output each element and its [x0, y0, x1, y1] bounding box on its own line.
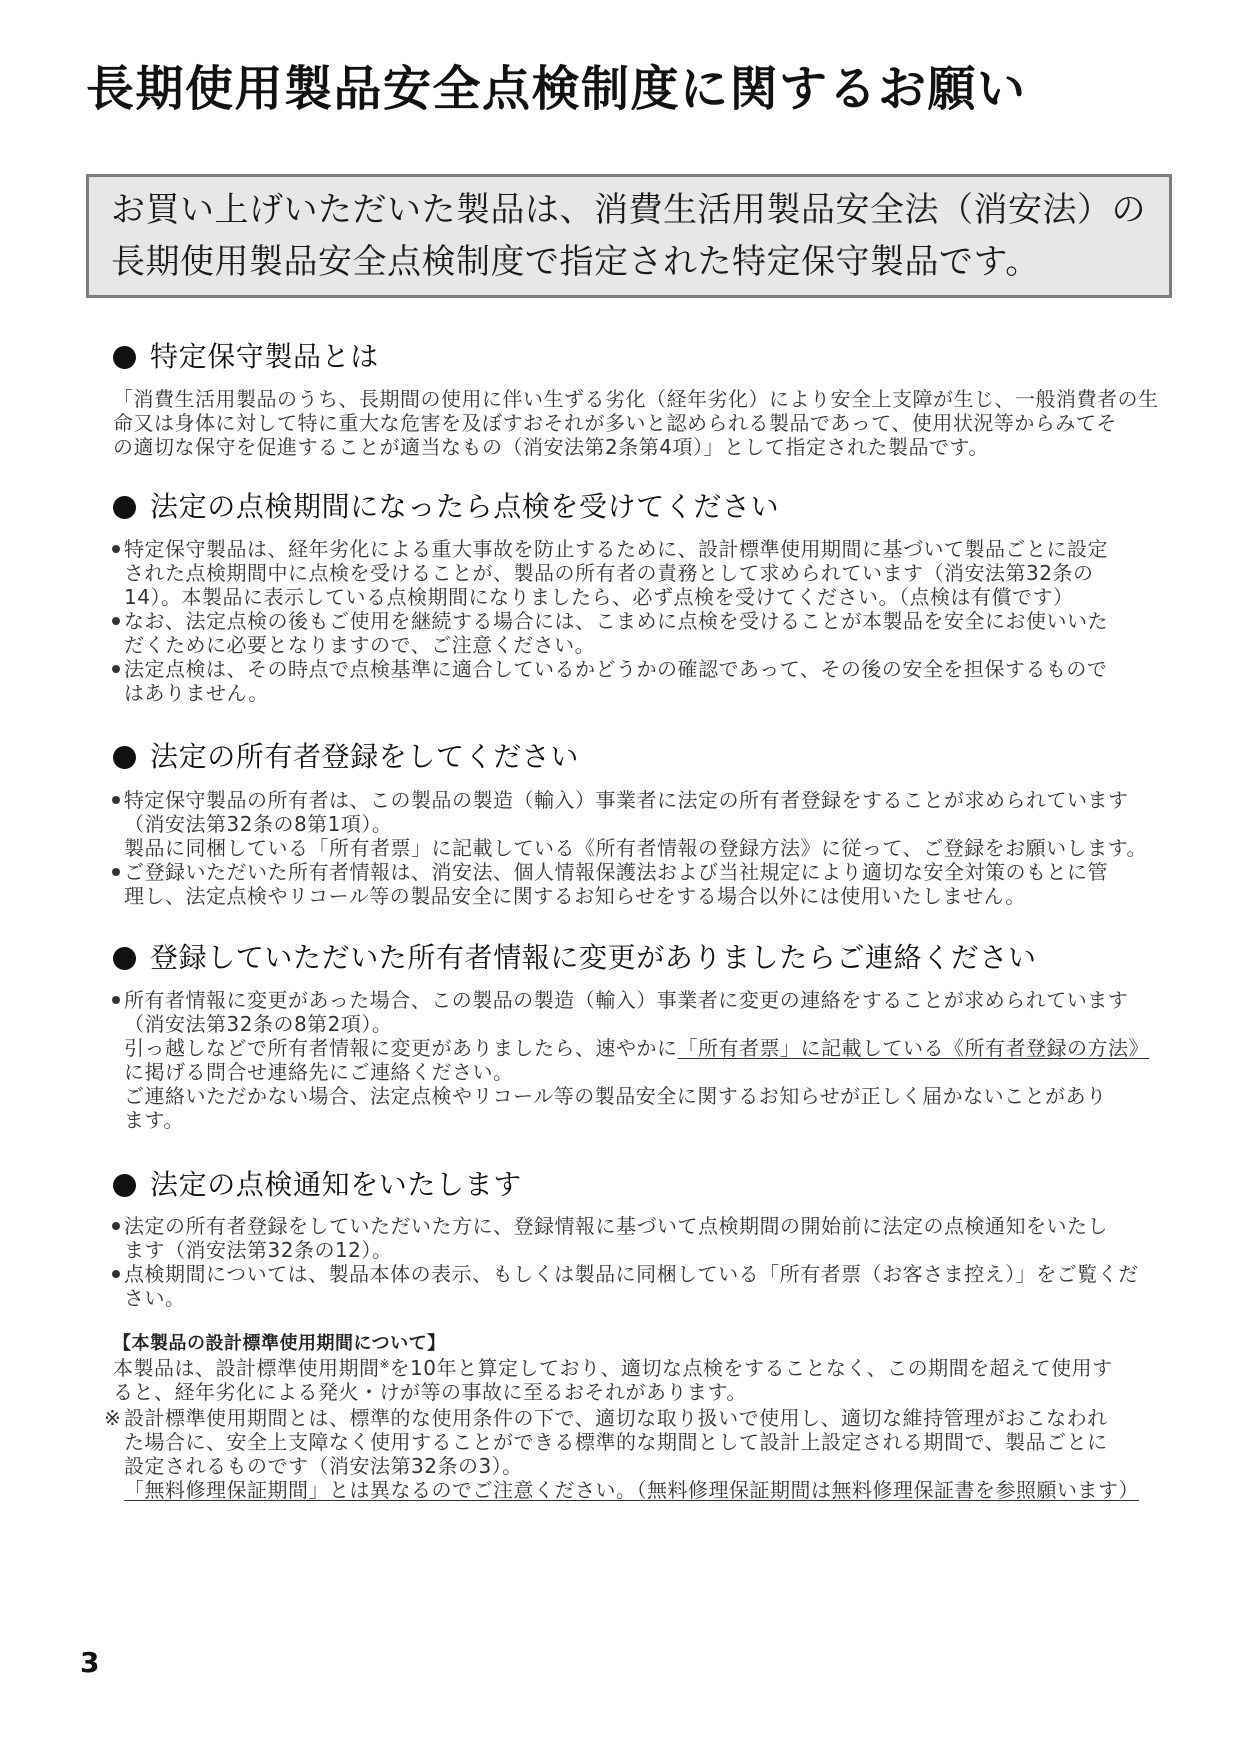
footnote-line	[124, 1478, 1204, 1502]
footnote-mark: ※	[104, 1406, 122, 1430]
body-line: さい。	[124, 1286, 186, 1310]
section-heading-text: 特定保守製品とは	[150, 340, 379, 373]
bullet-item	[113, 788, 1193, 860]
section-heading-text: 法定の所有者登録をしてください	[150, 740, 580, 773]
section-body-owner-registration	[113, 788, 1193, 908]
section-heading-inspection-period	[113, 489, 779, 525]
bullet-item	[113, 657, 1193, 705]
heading-bullet-icon	[113, 1174, 136, 1197]
body-line: ます（消安法第32条の12）。	[124, 1238, 393, 1262]
body-line: 点検期間については、製品本体の表示、もしくは製品に同梱している「所有者票（お客さま控え）」をご覧くだ	[124, 1262, 1139, 1286]
body-line: ます。	[124, 1108, 184, 1132]
warranty-caution-text: 「無料修理保証期間」とは異なるのでご注意ください。（無料修理保証期間は無料修理保証書を参照願います）	[124, 1478, 1139, 1502]
heading-bullet-icon	[113, 746, 136, 769]
notice-line: お買い上げいただいた製品は、消費生活用製品安全法（消安法）の	[111, 190, 1146, 230]
footnote-line: 設定されるものです（消安法第32条の3）。	[124, 1454, 523, 1478]
body-line: 特定保守製品の所有者は、この製品の製造（輸入）事業者に法定の所有者登録をすることが求められています	[124, 788, 1129, 812]
bullet-dot-icon	[112, 1222, 120, 1230]
page-title: 長期使用製品安全点検制度に関するお願い	[86, 61, 1027, 117]
notice-line: 長期使用製品安全点検制度で指定された特定保守製品です。	[111, 242, 1040, 282]
body-line: された点検期間中に点検を受けることが、製品の所有者の責務として求められています（消安法第32条の	[124, 561, 1094, 585]
body-line: 法定の所有者登録をしていただいた方に、登録情報に基づいて点検期間の開始前に法定の点検通知をいたし	[124, 1214, 1108, 1238]
bullet-item	[113, 860, 1193, 908]
body-line: ご登録いただいた所有者情報は、消安法、個人情報保護法および当社規定により適切な安全対策のもとに管	[124, 860, 1108, 884]
bullet-item	[113, 609, 1193, 657]
underlined-reference: 「所有者票」に記載している《所有者登録の方法》	[677, 1036, 1149, 1060]
design-life-heading: 【本製品の設計標準使用期間について】	[113, 1333, 446, 1354]
body-line: はありません。	[124, 681, 269, 705]
section-heading-text: 法定の点検期間になったら点検を受けてください	[150, 490, 780, 523]
bullet-item	[113, 988, 1193, 1132]
section-heading-owner-registration	[113, 739, 579, 775]
heading-bullet-icon	[113, 496, 136, 519]
footnote-line: た場合に、安全上支障なく使用することができる標準的な期間として設計上設定される期間で、製品ごとに	[124, 1430, 1108, 1454]
section-body-inspection-notice	[113, 1214, 1193, 1310]
page-number: 3	[80, 1646, 100, 1679]
design-life-body	[113, 1356, 1193, 1404]
bullet-dot-icon	[112, 996, 120, 1004]
body-text: 引っ越しなどで所有者情報に変更がありましたら、速やかに	[124, 1036, 678, 1060]
notice-box	[86, 174, 1172, 298]
section-body-specified-product	[113, 387, 1193, 459]
bullet-dot-icon	[112, 545, 120, 553]
bullet-dot-icon	[112, 868, 120, 876]
body-line: 14）。本製品に表示している点検期間になりましたら、必ず点検を受けてください。（点検は有償です）	[124, 585, 1074, 609]
body-line: ると、経年劣化による発火・けが等の事故に至るおそれがあります。	[113, 1380, 747, 1404]
section-heading-inspection-notice	[113, 1167, 522, 1203]
footnote-line: 設計標準使用期間とは、標準的な使用条件の下で、適切な取り扱いで使用し、適切な維持管理がおこなわれ	[124, 1406, 1108, 1430]
body-line: 法定点検は、その時点で点検基準に適合しているかどうかの確認であって、その後の安全を担保するもので	[124, 657, 1108, 681]
body-text: を10年と算定しており、適切な点検をすることなく、この期間を超えて使用す	[389, 1356, 1113, 1380]
bullet-item	[113, 1262, 1193, 1310]
body-line: 命又は身体に対して特に重大な危害を及ぼすおそれが多いと認められる製品であって、使用状況等からみてそ	[113, 411, 1117, 435]
body-line	[113, 1356, 1193, 1380]
body-line: ご連絡いただかない場合、法定点検やリコール等の製品安全に関するお知らせが正しく届かないことがあり	[124, 1084, 1107, 1108]
section-heading-owner-info-change	[113, 940, 1037, 976]
bullet-dot-icon	[112, 796, 120, 804]
design-life-footnote	[104, 1406, 1204, 1502]
section-heading-specified-product	[113, 339, 379, 375]
body-line: 特定保守製品は、経年劣化による重大事故を防止するために、設計標準使用期間に基づいて製品ごとに設定	[124, 537, 1108, 561]
heading-bullet-icon	[113, 947, 136, 970]
body-line: に掲げる問合せ連絡先にご連絡ください。	[124, 1060, 514, 1084]
body-text: 本製品は、設計標準使用期間	[113, 1356, 380, 1380]
body-line: 所有者情報に変更があった場合、この製品の製造（輸入）事業者に変更の連絡をすることが求められています	[124, 988, 1129, 1012]
bullet-item	[113, 537, 1193, 609]
section-heading-text: 登録していただいた所有者情報に変更がありましたらご連絡ください	[150, 941, 1037, 974]
body-line	[124, 1036, 1193, 1060]
bullet-item	[113, 1214, 1193, 1262]
heading-bullet-icon	[113, 346, 136, 369]
body-line: （消安法第32条の8第1項）。	[124, 812, 393, 836]
bullet-dot-icon	[112, 617, 120, 625]
section-body-inspection-period	[113, 537, 1193, 705]
bullet-dot-icon	[112, 1270, 120, 1278]
section-heading-text: 法定の点検通知をいたします	[150, 1168, 522, 1201]
body-line: の適切な保守を促進することが適当なもの（消安法第2条第4項）」として指定された製品です。	[113, 435, 989, 459]
footnote-reference-mark: ※	[379, 1357, 390, 1371]
bullet-dot-icon	[112, 665, 120, 673]
body-line: （消安法第32条の8第2項）。	[124, 1012, 393, 1036]
body-line: なお、法定点検の後もご使用を継続する場合には、こまめに点検を受けることが本製品を安全にお使いいた	[124, 609, 1108, 633]
section-body-owner-info-change	[113, 988, 1193, 1132]
body-line: 「消費生活用製品のうち、長期間の使用に伴い生ずる劣化（経年劣化）により安全上支障が生じ、一般消費者の生	[113, 387, 1159, 411]
body-line: 理し、法定点検やリコール等の製品安全に関するお知らせをする場合以外には使用いたしません。	[124, 884, 1026, 908]
body-line: だくために必要となりますので、ご注意ください。	[124, 633, 596, 657]
body-line: 製品に同梱している「所有者票」に記載している《所有者情報の登録方法》に従って、ご登録をお願いします。	[124, 836, 1147, 860]
